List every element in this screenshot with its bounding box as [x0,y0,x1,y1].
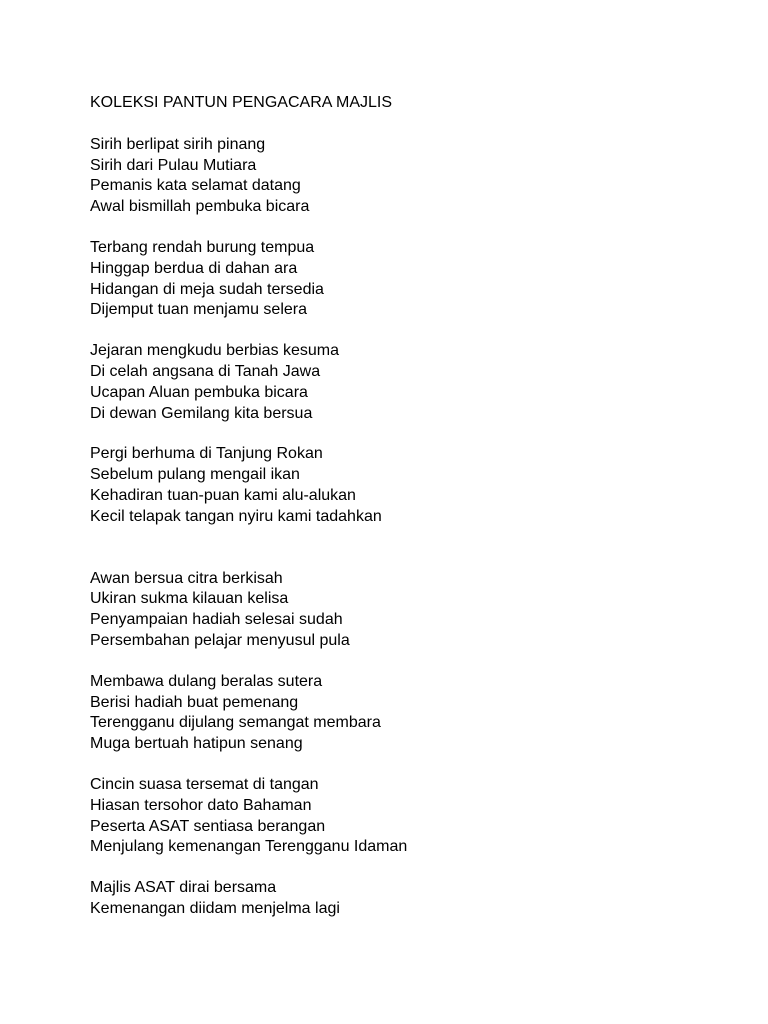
pantun-line: Majlis ASAT dirai bersama [90,879,277,897]
spacer [90,652,768,672]
pantun-stanza-5 [90,569,768,652]
pantun-line: Di celah angsana di Tanah Jawa [90,362,321,380]
pantun-stanza-6 [90,672,768,755]
pantun-stanza-8 [90,878,768,920]
pantun-line: Awal bismillah pembuka bicara [90,198,310,216]
pantun-line: Kehadiran tuan-puan kami alu-alukan [90,486,356,504]
pantun-line: Dijemput tuan menjamu selera [90,301,307,319]
spacer [90,858,768,878]
pantun-line: Jejaran mengkudu berbias kesuma [90,342,340,360]
spacer [90,755,768,775]
pantun-line: Cincin suasa tersemat di tangan [90,775,319,793]
pantun-line: Membawa dulang beralas sutera [90,672,323,690]
pantun-line: Ucapan Aluan pembuka bicara [90,383,308,401]
pantun-stanza-4 [90,444,768,527]
pantun-line: Muga bertuah hatipun senang [90,735,303,753]
pantun-line: Hidangan di meja sudah tersedia [90,280,324,298]
pantun-line: Kecil telapak tangan nyiru kami tadahkan [90,507,382,525]
document-title: KOLEKSI PANTUN PENGACARA MAJLIS [90,94,393,111]
pantun-stanza-7 [90,775,768,858]
pantun-line: Penyampaian hadiah selesai sudah [90,611,343,629]
pantun-line: Menjulang kemenangan Terengganu Idaman [90,838,408,856]
spacer [90,528,768,569]
pantun-stanza-3 [90,341,768,424]
spacer [90,321,768,341]
pantun-line: Awan bersua citra berkisah [90,569,283,587]
pantun-line: Kemenangan diidam menjelma lagi [90,899,340,917]
pantun-line: Sirih dari Pulau Mutiara [90,156,257,174]
pantun-stanza-1 [90,135,768,218]
pantun-line: Hinggap berdua di dahan ara [90,259,298,277]
spacer [90,218,768,238]
pantun-line: Terengganu dijulang semangat membara [90,714,381,732]
pantun-line: Di dewan Gemilang kita bersua [90,404,313,422]
pantun-line: Peserta ASAT sentiasa berangan [90,817,326,835]
pantun-line: Ukiran sukma kilauan kelisa [90,590,289,608]
pantun-line: Terbang rendah burung tempua [90,238,315,256]
pantun-line: Sirih berlipat sirih pinang [90,135,266,153]
spacer [90,424,768,444]
pantun-line: Pemanis kata selamat datang [90,177,301,195]
pantun-line: Berisi hadiah buat pemenang [90,693,299,711]
spacer [90,114,768,135]
pantun-line: Pergi berhuma di Tanjung Rokan [90,445,323,463]
pantun-stanza-2 [90,238,768,321]
pantun-line: Hiasan tersohor dato Bahaman [90,796,312,814]
pantun-line: Persembahan pelajar menyusul pula [90,631,350,649]
pantun-line: Sebelum pulang mengail ikan [90,466,300,484]
